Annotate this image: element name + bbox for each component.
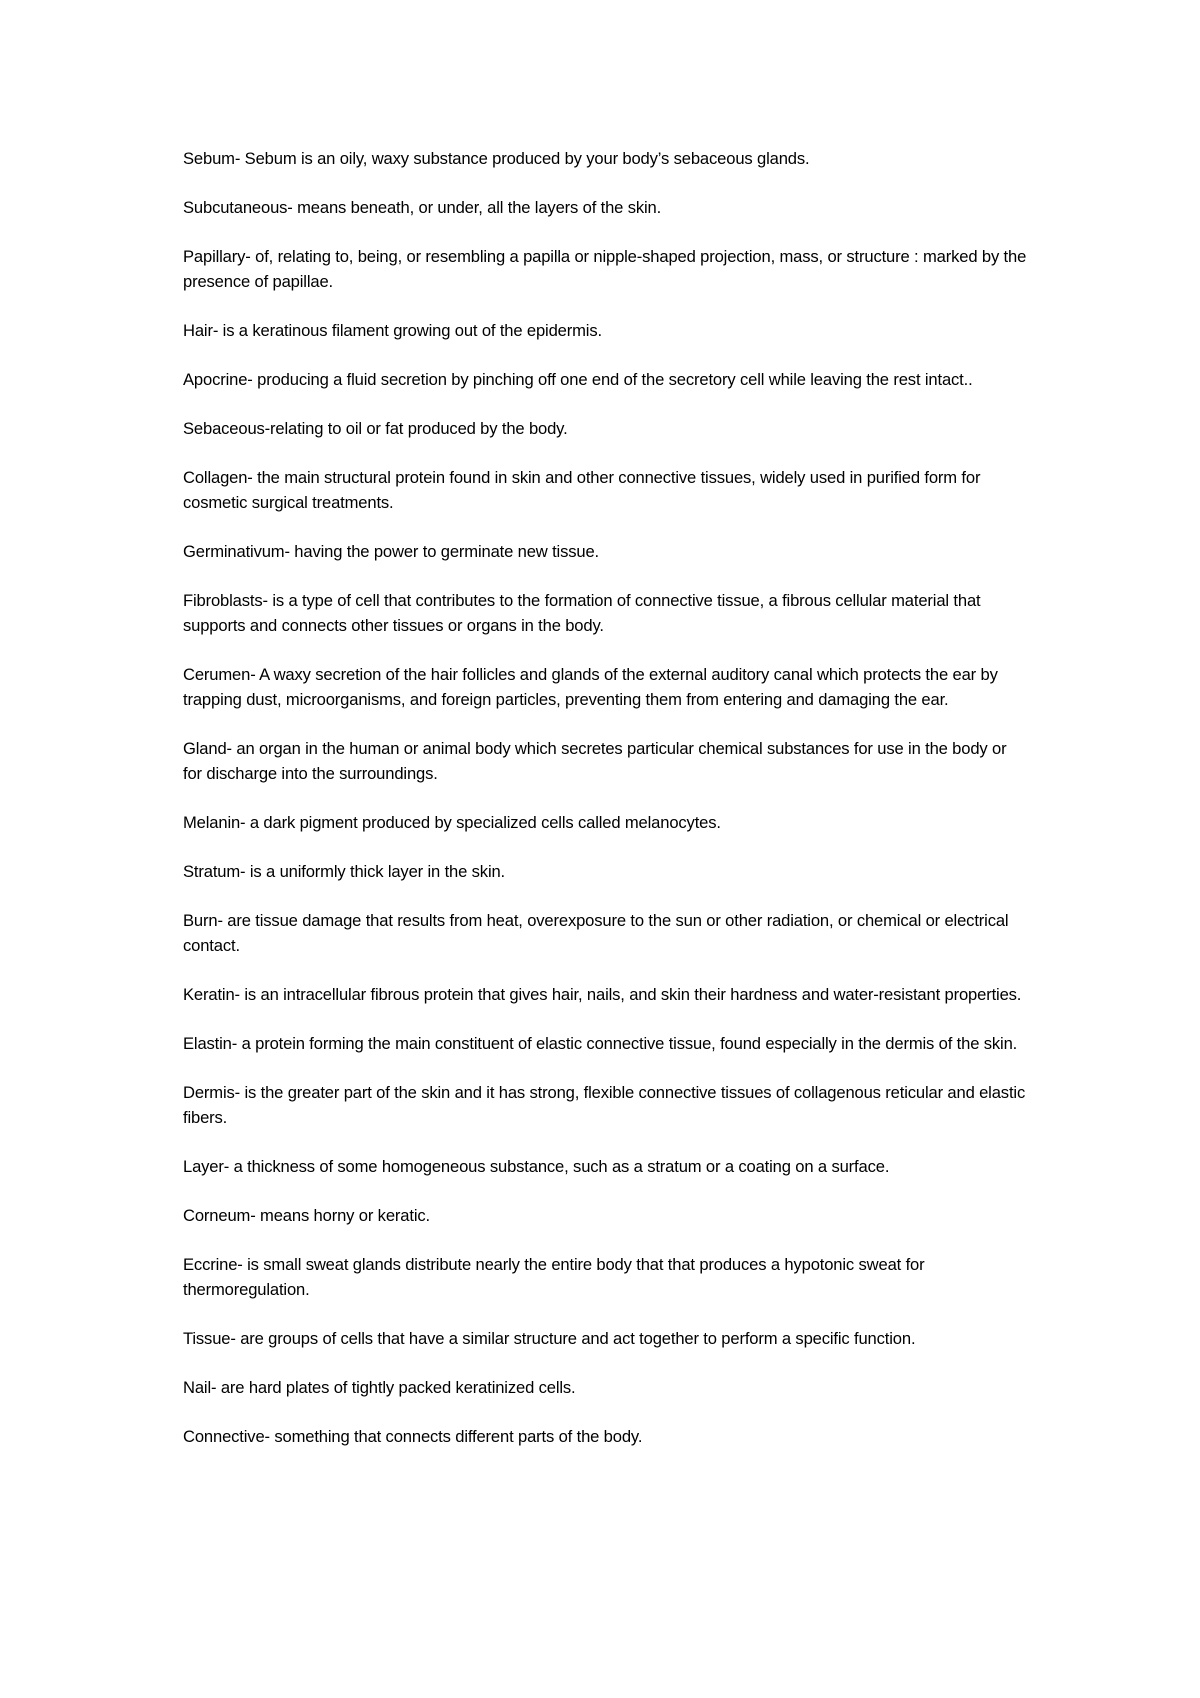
definition-entry: Stratum- is a uniformly thick layer in the skin. bbox=[183, 862, 506, 881]
definition-entry: Corneum- means horny or keratic. bbox=[183, 1206, 430, 1225]
definition-entry: Fibroblasts- is a type of cell that contributes to the formation of connective tissue, a fibrous cellular material that supports and connects other tissues or organs in the body. bbox=[183, 591, 981, 635]
definition-entry: Sebum- Sebum is an oily, waxy substance produced by your body’s sebaceous glands. bbox=[183, 149, 810, 168]
document-page bbox=[183, 146, 1028, 1473]
definition-entry: Apocrine- producing a fluid secretion by pinching off one end of the secretory cell while leaving the rest intact.. bbox=[183, 370, 973, 389]
definition-entry: Eccrine- is small sweat glands distribute nearly the entire body that that produces a hypotonic sweat for thermoregulation. bbox=[183, 1255, 925, 1299]
definition-entry: Dermis- is the greater part of the skin and it has strong, flexible connective tissues of collagenous reticular and elastic fibers. bbox=[183, 1083, 1026, 1127]
definition-entry: Melanin- a dark pigment produced by specialized cells called melanocytes. bbox=[183, 813, 721, 832]
definition-entry: Connective- something that connects different parts of the body. bbox=[183, 1427, 643, 1446]
definition-entry: Layer- a thickness of some homogeneous substance, such as a stratum or a coating on a surface. bbox=[183, 1157, 890, 1176]
definition-entry: Papillary- of, relating to, being, or resembling a papilla or nipple-shaped projection, mass, or structure : marked by the presence of papillae. bbox=[183, 247, 1027, 291]
definition-entry: Hair- is a keratinous filament growing out of the epidermis. bbox=[183, 321, 602, 340]
definition-entry: Nail- are hard plates of tightly packed keratinized cells. bbox=[183, 1378, 576, 1397]
definition-entry: Collagen- the main structural protein found in skin and other connective tissues, widely used in purified form for cosmetic surgical treatments. bbox=[183, 468, 981, 512]
definition-entry: Cerumen- A waxy secretion of the hair follicles and glands of the external auditory canal which protects the ear by trapping dust, microorganisms, and foreign particles, preventing them from entering and damaging the ear. bbox=[183, 665, 998, 709]
definition-entry: Subcutaneous- means beneath, or under, all the layers of the skin. bbox=[183, 198, 662, 217]
definition-entry: Sebaceous-relating to oil or fat produced by the body. bbox=[183, 419, 568, 438]
definition-entry: Elastin- a protein forming the main constituent of elastic connective tissue, found especially in the dermis of the skin. bbox=[183, 1034, 1018, 1053]
definition-entry: Burn- are tissue damage that results from heat, overexposure to the sun or other radiation, or chemical or electrical contact. bbox=[183, 911, 1009, 955]
definition-entry: Germinativum- having the power to germinate new tissue. bbox=[183, 542, 600, 561]
definition-entry: Gland- an organ in the human or animal body which secretes particular chemical substances for use in the body or for discharge into the surroundings. bbox=[183, 739, 1007, 783]
definition-entry: Tissue- are groups of cells that have a similar structure and act together to perform a specific function. bbox=[183, 1329, 916, 1348]
definition-entry: Keratin- is an intracellular fibrous protein that gives hair, nails, and skin their hardness and water-resistant properties. bbox=[183, 985, 1022, 1004]
